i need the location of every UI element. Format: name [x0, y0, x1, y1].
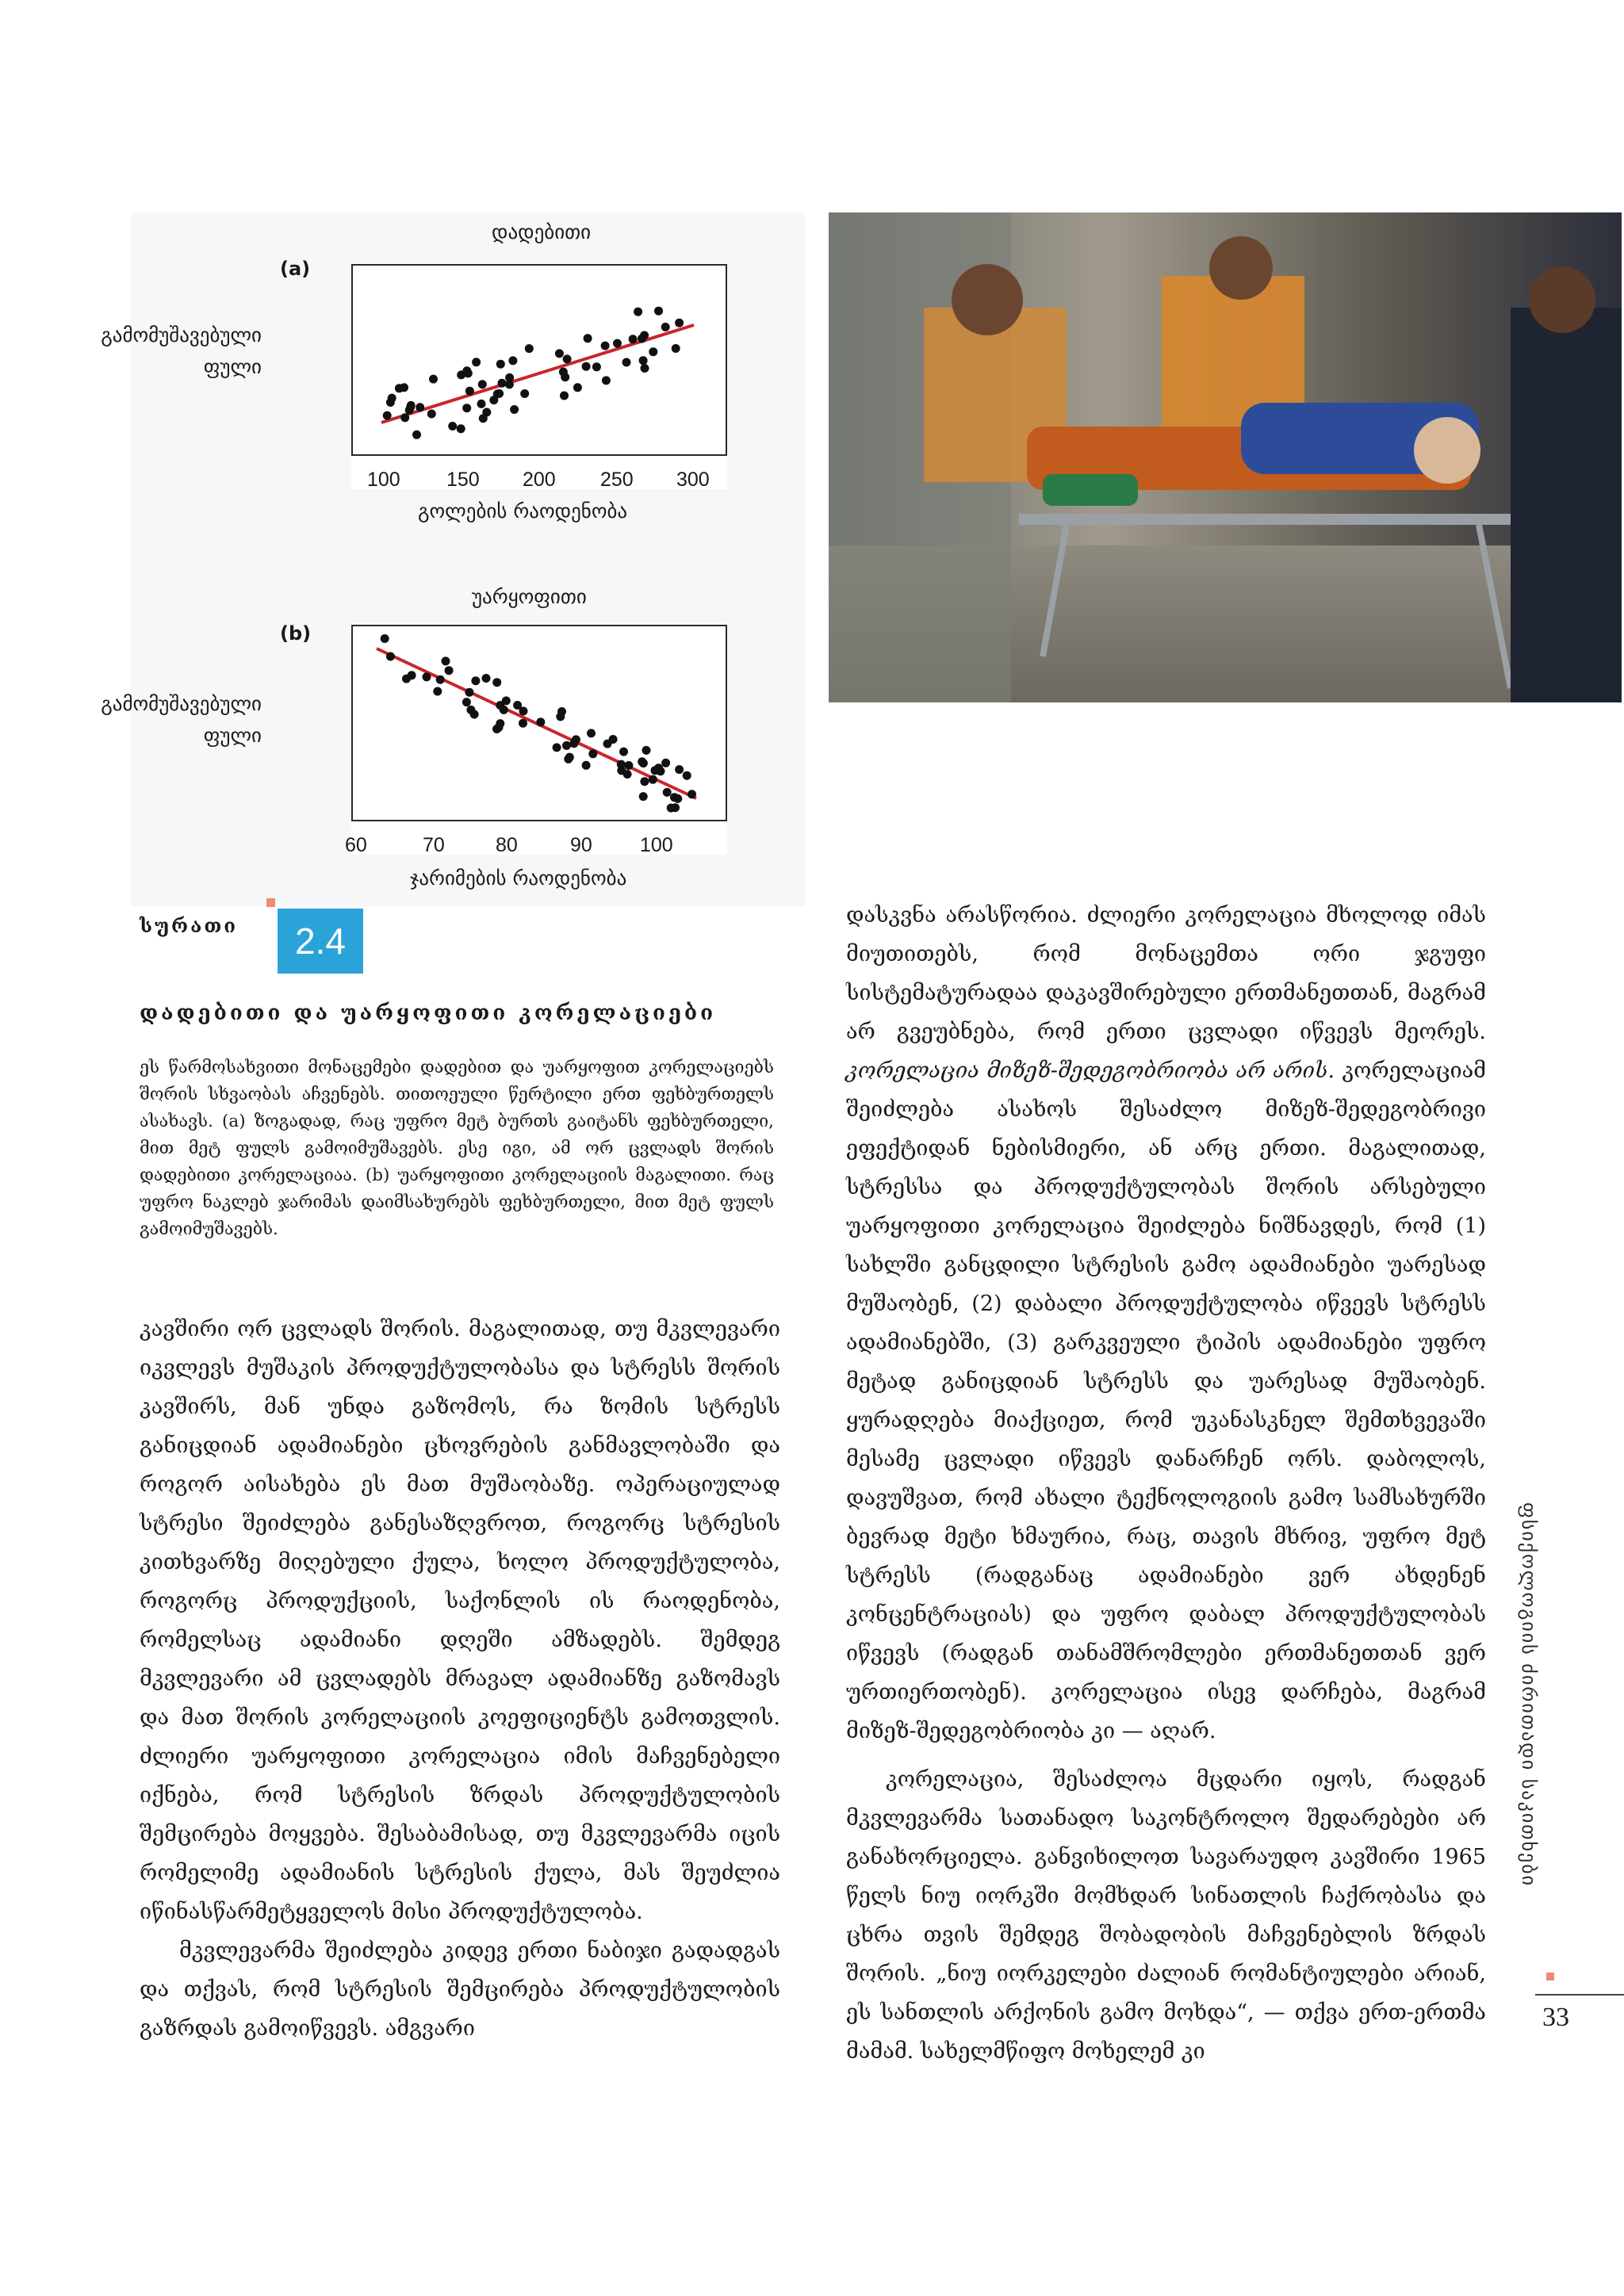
- plot-a-dot: [525, 344, 534, 353]
- plot-b-dot: [519, 719, 527, 728]
- left-paragraph-2: მკვლევარმა შეიძლება კიდევ ერთი ნაბიჯი გადადგას და თქვას, რომ სტრესის შემცირება პროდუქტულობის გაზრდას გამოიწვევს. ამგვარი: [140, 1938, 780, 2041]
- plot-b-dot: [609, 735, 618, 744]
- plot-a-xlabel: გოლების რაოდენობა: [418, 499, 628, 522]
- plot-b-dot: [582, 761, 591, 770]
- left-column: [140, 1310, 780, 2048]
- page-number: 33: [1542, 2003, 1569, 2032]
- plot-a-dot: [465, 387, 474, 396]
- plot-b-dot: [536, 718, 545, 726]
- plot-b-dot: [470, 710, 479, 719]
- right-p1-part-a: დასკვნა არასწორია. ძლიერი კორელაცია მხოლოდ იმას მიუთითებს, რომ მონაცემთა ორი ჯგუფი სისტემატურადაა დაკავშირებული ერთმანეთთან, მაგრამ არ გვეუბნება, რომ ერთი ცვლადი იწვევს მეორეს.: [846, 903, 1486, 1044]
- plot-b-dot: [619, 748, 628, 756]
- plot-a-dot: [675, 319, 684, 327]
- plot-a-dot: [496, 360, 505, 369]
- plot-a-chart: [351, 264, 727, 489]
- figure-number-badge: 2.4: [278, 909, 363, 974]
- caption-body: ეს წარმოსახვითი მონაცემები დადებით და უარყოფით კორელაციებს შორის სხვაობას აჩვენებს. თითოეული წერტილი ერთ ფეხბურთელს ასახავს. (a) ზოგადად, რაც უფრო მეტ ბურთს გაიტანს ფეხბურთელი, მით მეტ ფულს გამოიმუშავებს. ესე იგი, ამ ორ ცვლადს შორის დადებითი კორელაციაა. (b) უარყოფითი კორელაციის მაგალითი. რაც უფრო ნაკლებ ჯარიმას დაიმსახურებს ფეხბურთელი, მით მეტ ფულს გამოიმუშავებს.: [140, 1058, 774, 1239]
- plot-a-dot: [462, 404, 471, 412]
- plot-a-dot: [462, 366, 471, 375]
- plot-b-tick-1: 70: [423, 834, 445, 856]
- plot-a-dot: [672, 344, 680, 353]
- plot-b-dot: [433, 687, 442, 696]
- plot-b-tick-0: 60: [345, 834, 367, 856]
- plot-a-dot: [412, 430, 421, 439]
- plot-a-dot: [555, 349, 564, 358]
- plot-b-dot: [588, 749, 597, 758]
- right-column: [846, 896, 1486, 2071]
- plot-b-dot: [688, 790, 696, 798]
- plot-b-dot: [492, 725, 501, 733]
- photo-illustration: [829, 212, 1622, 702]
- plot-a-dot: [634, 308, 642, 316]
- plot-a-dot: [405, 406, 414, 415]
- plot-b-dot: [649, 775, 657, 784]
- plot-a-dot: [479, 414, 488, 423]
- plot-a-dot: [505, 373, 514, 382]
- plot-b-chart: [345, 625, 727, 856]
- plot-b-dot: [587, 729, 596, 737]
- plot-b-dot: [569, 739, 578, 748]
- plot-a-dot: [602, 376, 611, 385]
- plot-b-dot: [640, 777, 649, 786]
- plot-a-ylabel: [32, 320, 262, 383]
- plot-b-dot: [502, 696, 511, 705]
- plot-a-dot: [661, 323, 670, 331]
- plot-b-dot: [492, 678, 501, 687]
- plot-b-dot: [445, 666, 454, 675]
- plot-a-dot: [601, 342, 610, 350]
- plot-b-dot: [624, 761, 633, 770]
- plot-b-dot: [381, 634, 389, 643]
- plot-a-dot: [448, 422, 457, 430]
- plot-a-dot: [639, 356, 648, 365]
- plot-b-dot: [667, 804, 676, 813]
- plot-b-dot: [564, 755, 573, 763]
- plot-a-dot: [649, 347, 657, 356]
- plot-b-ticks: [345, 834, 673, 856]
- plot-a-tick-3: 250: [600, 469, 634, 491]
- plot-a-dot: [489, 396, 498, 404]
- plot-b-ylabel: [32, 688, 262, 752]
- plot-a-dot: [563, 354, 572, 363]
- plot-a-dot: [427, 410, 436, 419]
- plot-a-tick-4: 300: [676, 469, 710, 491]
- plot-a-svg: [351, 264, 727, 489]
- page-accent-marker: [1546, 1973, 1554, 1980]
- plot-b-svg: [345, 625, 727, 856]
- plot-b-dot: [638, 757, 646, 766]
- plot-a-dot: [498, 379, 507, 388]
- plot-b-dot: [683, 771, 691, 780]
- plot-b-dot: [557, 707, 566, 716]
- plot-b-dot: [482, 674, 491, 683]
- plot-b-dot: [465, 688, 473, 697]
- plot-b-dot: [675, 765, 684, 774]
- plot-a-dot: [386, 398, 395, 407]
- plot-b-dot: [639, 792, 648, 801]
- plot-a-dot: [640, 331, 649, 340]
- plot-a-ylabel-line1: გამომუშავებული: [101, 323, 262, 346]
- plot-b-tick-2: 80: [496, 834, 518, 856]
- plot-a-title: დადებითი: [492, 220, 592, 243]
- plot-a-dot: [584, 334, 592, 342]
- paramedics-stretcher-photo: [829, 212, 1622, 702]
- plot-a-dot: [510, 405, 519, 414]
- right-p1-part-b: კორელაციამ შეიძლება ასახოს შესაძლო მიზეზ-შედეგობრივი ეფექტიდან ნებისმიერი, ან არც ერთი. მაგალითად, სტრესსა და პროდუქტულობას შორის არსებული უარყოფითი კორელაცია შეიძლება ნიშნავდეს, რომ (1) სახლში განცდილი სტრესის გამო ადამიანები უარესად მუშაობენ, (2) დაბალი პროდუქტულობა იწვევს სტრესს ადამიანებში, (3) გარკვეული ტიპის ადამიანები უფრო მეტად განიცდიან სტრესს და უარესად მუშაობენ. ყურადღება მიაქციეთ, რომ უკანასკნელ შემთხვევაში მესამე ცვლადი იწვევს დანარჩენ ორს. დაბოლოს, დავუშვათ, რომ ახალი ტექნოლოგიის გამო სამსახურში ბევრად მეტი ხმაურია, რაც, თავის მხრივ, უფრო მეტ სტრესს (რადგანაც ადამიანები ვერ ახდენენ კონცენტრაციას) და უფრო დაბალ პროდუქტულობას იწვევს (რადგან თანამშრომლები ერთმანეთთან ვერ ურთიერთობენ). კორელაცია ისევ დარჩება, მაგრამ მიზეზ-შედეგობრიობა კი — აღარ.: [846, 1058, 1486, 1743]
- plot-a-tick-0: 100: [367, 469, 400, 491]
- left-paragraph-1: კავშირი ორ ცვლადს შორის. მაგალითად, თუ მკვლევარი იკვლევს მუშაკის პროდუქტულობასა და სტრესს შორის კავშირს, მან უნდა გაზომოს, რა ზომის სტრესს განიცდიან ადამიანები ცხოვრების განმავლობაში და როგორ აისახება ეს მათ მუშაობაზე. ოპერაციულად სტრესი შეიძლება განესაზღვროთ, როგორც სტრესის კითხვარზე მიღებული ქულა, ხოლო პროდუქტულობა, როგორც პროდუქციის, საქონლის ის რაოდენობა, რომელსაც ადამიანი დღეში ამზადებს. შემდეგ მკვლევარი ამ ცვლადებს მრავალ ადამიანზე გაზომავს და მათ შორის კორელაციის კოეფიციენტს გამოთვლის. ძლიერი უარყოფითი კორელაცია იმის მაჩვენებელი იქნება, რომ სტრესის ზრდას პროდუქტულობის შემცირება მოყვება. შესაბამისად, თუ მკვლევარმა იცის რომელიმე ადამიანის სტრესის ქულა, მას შეუძლია იწინასწარმეტყველოს მისი პროდუქტულობა.: [140, 1317, 780, 1924]
- plot-b-xlabel: ჯარიმების რაოდენობა: [410, 867, 627, 890]
- plot-a-dot: [478, 380, 487, 388]
- plot-a-dot: [520, 389, 529, 398]
- plot-b-ylabel-line1: გამომუშავებული: [101, 692, 262, 715]
- plot-a-dot: [383, 411, 392, 420]
- plot-a-tick-1: 150: [446, 469, 480, 491]
- plot-b-dot: [423, 672, 431, 681]
- plot-b-dot: [661, 759, 670, 767]
- plot-b-dot: [562, 741, 571, 750]
- plot-a-dot: [457, 424, 465, 433]
- plot-a-dot: [622, 358, 631, 367]
- plot-a-dot: [400, 413, 409, 422]
- plot-b-dot: [471, 676, 480, 685]
- right-p1-italic: კორელაცია მიზეზ-შედეგობრიობა არ არის.: [846, 1058, 1335, 1083]
- plot-a-dot: [629, 335, 638, 343]
- page-number-rule: [1535, 1994, 1624, 1996]
- plot-b-dot: [442, 656, 450, 665]
- plot-b-dot: [553, 743, 561, 752]
- caption-title: დადებითი და უარყოფითი კორელაციები: [140, 1001, 717, 1025]
- plot-a-ylabel-line2: ფული: [203, 355, 262, 378]
- figure-accent-marker: [266, 898, 275, 907]
- plot-b-dot: [462, 698, 471, 706]
- plot-a-dot: [508, 356, 517, 365]
- plot-b-dot: [642, 746, 651, 755]
- plot-a-ticks: [367, 469, 710, 491]
- plot-b-dot: [513, 701, 522, 710]
- plot-a-letter: (a): [280, 258, 311, 280]
- plot-a-tick-2: 200: [523, 469, 556, 491]
- plot-a-dot: [654, 307, 663, 316]
- plot-a-dot: [416, 403, 424, 411]
- plot-b-dot: [623, 770, 632, 779]
- plot-a-dot: [560, 392, 569, 400]
- plot-a-dot: [613, 339, 622, 348]
- figure-label: სურათი: [140, 914, 238, 937]
- plot-b-tick-3: 90: [570, 834, 592, 856]
- plot-a-dot: [429, 375, 438, 384]
- plot-a-dot: [477, 400, 486, 408]
- plot-a-dot: [641, 364, 649, 373]
- figure-2-4-plots: [101, 212, 805, 906]
- plot-a-dot: [400, 383, 408, 392]
- plot-b-dot: [673, 794, 682, 803]
- plot-b-dot: [651, 766, 660, 775]
- plot-b-dot: [663, 788, 672, 797]
- plot-b-tick-4: 100: [640, 834, 673, 856]
- plot-b-dot: [386, 652, 395, 661]
- plot-a-dot: [559, 368, 568, 377]
- plot-b-dot: [408, 671, 416, 679]
- plot-a-dot: [573, 383, 582, 392]
- running-title-vertical: ფსიქოლოგიის ძირითადი საკითხები: [1518, 1502, 1540, 1888]
- plot-b-letter: (b): [280, 622, 312, 645]
- right-paragraph-2: კორელაცია, შესაძლოა მცდარი იყოს, რადგან მკვლევარმა სათანადო საკონტროლო შედარებები არ განახორციელა. განვიხილოთ სავარაუდო კავშირი 1965 წელს ნიუ იორკში მომხდარ სინათლის ჩაქრობასა და ცხრა თვის შემდეგ შობადობის მაჩვენებლის ზრდას შორის. „ნიუ იორკელები ძალიან რომანტიულები არიან, ეს სანთლის არქონის გამო მოხდა“, — თქვა ერთ-ერთმა მამამ. სახელმწიფო მოხელემ კი: [846, 1767, 1486, 2064]
- plot-a-dot: [472, 358, 481, 366]
- plot-a-frame: [352, 265, 726, 455]
- right-paragraph-1: [846, 896, 1486, 1751]
- plot-a-dot: [592, 362, 601, 371]
- plot-b-title: უარყოფითი: [472, 585, 587, 608]
- plot-b-dot: [436, 675, 445, 684]
- plot-a-dot: [582, 362, 591, 371]
- plot-b-ylabel-line2: ფული: [203, 724, 262, 747]
